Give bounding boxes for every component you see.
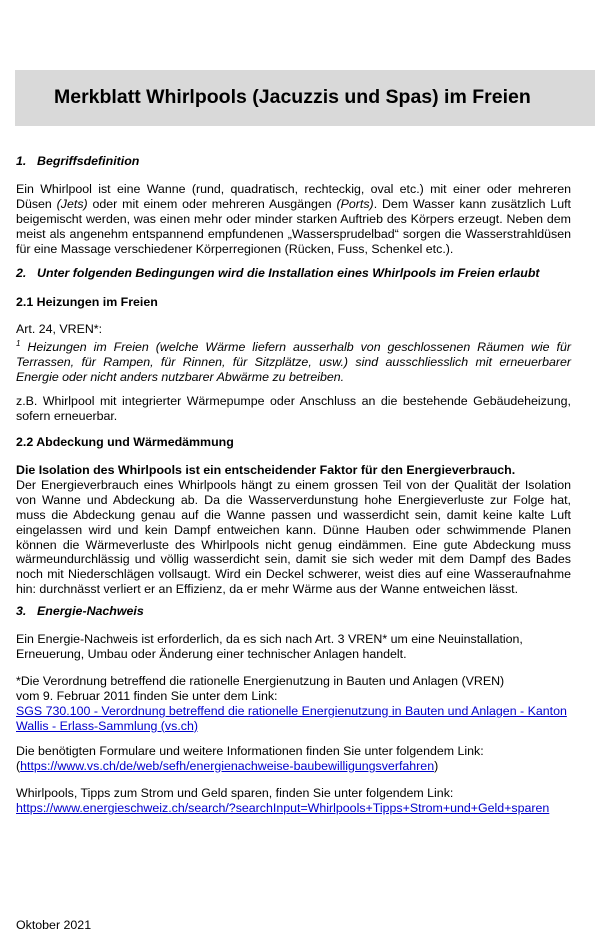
definition-paragraph: Ein Whirlpool ist eine Wanne (rund, quadratisch, rechteckig, oval etc.) mit einer oder mehreren Düsen (Jets) oder mit einem oder mehreren Ausgängen (Ports). Dem Wasser kann zusätzlich Luft beigemischt werden, was einen mehr oder minder starken Auftrieb des Körpers erzeugt. Neben dem meist als angenehm entspannend empfundenen „Wassersprudelbad“ sorgen die Wasserstrahldüsen für eine Massage verschiedener Körperregionen (Rücken, Fuss, Schenkel etc.). [16, 182, 571, 256]
section-3-number: 3. [16, 604, 27, 618]
section-2-title: Unter folgenden Bedingungen wird die Installation eines Whirlpools im Freien erlaubt [37, 266, 540, 280]
forms-paragraph: Die benötigten Formulare und weitere Informationen finden Sie unter folgendem Link: (https://www.vs.ch/de/web/sefh/energienachweise-baubewilligungsverfahren) [16, 744, 484, 773]
insulation-lead: Die Isolation des Whirlpools ist ein entscheidender Faktor für den Energieverbrauch. [16, 463, 516, 477]
section-2-2-body [16, 463, 571, 597]
ordinance-paragraph: *Die Verordnung betreffend die rationelle Energienutzung in Bauten und Anlagen (VREN) vom 9. Februar 2011 finden Sie unter dem Link: SGS 730.100 - Verordnung betreffend die rationelle Energienutzung in Bauten und Anlagen - Kanton Wallis - Erlass-Sammlung (vs.ch) [16, 674, 567, 733]
insulation-paragraph: Der Energieverbrauch eines Whirlpools hängt zu einem grossen Teil von der Qualität der Isolation von Wanne und Abdeckung ab. Da die Wasserverdunstung hohe Energieverluste zur Folge hat, muss die Abdeckung genau auf die Wanne passen und wasserdicht sein, damit keine kalte Luft eingelassen wird und kein Dampf entweichen kann. Dünne Hauben oder schwimmende Planen können die Wärmeverluste des Whirlpools nicht genug eindämmen. Eine gute Abdeckung muss wärmeundurchlässig und völlig wasserdicht sein, damit sie sich weder mit dem Dampf des Bades noch mit Niederschlägen vollsaugt. Wird ein Deckel schwerer, weist dies auf eine Wasseraufnahme hin: durchnässt verliert er an Effizienz, da er mehr Wärme aus der Wanne entweichen lässt. [16, 477, 571, 597]
section-3-heading [16, 604, 144, 618]
footer-date: Oktober 2021 [16, 918, 92, 932]
section-3-title: Energie-Nachweis [37, 604, 144, 618]
article-quote: $^1$ Heizungen im Freien (welche Wärme liefern ausserhalb von geschlossenen Räumen wie für Terrassen, für Rampen, für Rinnen, für Sitzplätze, usw.) sind ausschliesslich mit erneuerbarer Energie oder nicht anders nutzbarer Abwärme zu betreiben. [16, 338, 571, 384]
article-reference: Art. 24, VREN*: [16, 322, 103, 336]
forms-link[interactable]: https://www.vs.ch/de/web/sefh/energienachweise-baubewilligungsverfahren [20, 758, 435, 773]
tips-link[interactable]: https://www.energieschweiz.ch/search/?searchInput=Whirlpools+Tipps+Strom+und+Geld+sparen [16, 800, 550, 815]
section-2-heading [16, 266, 540, 280]
section-2-1-body [16, 322, 571, 385]
section-2-2-heading: 2.2 Abdeckung und Wärmedämmung [16, 435, 234, 449]
example-paragraph: z.B. Whirlpool mit integrierter Wärmepumpe oder Anschluss an die bestehende Gebäudeheizung, sofern erneuerbar. [16, 394, 571, 423]
ordinance-link-continued[interactable]: Wallis - Erlass-Sammlung (vs.ch) [16, 718, 198, 733]
ordinance-link[interactable]: SGS 730.100 - Verordnung betreffend die rationelle Energienutzung in Bauten und Anlagen - Kanton [16, 703, 567, 718]
section-1-heading [16, 154, 139, 168]
section-1-number: 1. [16, 154, 27, 168]
tips-paragraph: Whirlpools, Tipps zum Strom und Geld sparen, finden Sie unter folgendem Link: https://www.energieschweiz.ch/search/?searchInput=Whirlpools+Tipps+Strom+und+Geld+sparen [16, 786, 550, 815]
section-1-body [16, 182, 571, 257]
section-1-title: Begriffsdefinition [37, 154, 140, 168]
page-title: Merkblatt Whirlpools (Jacuzzis und Spas) im Freien [54, 86, 531, 108]
energy-proof-paragraph: Ein Energie-Nachweis ist erforderlich, da es sich nach Art. 3 VREN* um eine Neuinstallation, Erneuerung, Umbau oder Änderung einer technischer Anlagen handelt. [16, 632, 523, 661]
section-2-1-example [16, 394, 571, 424]
section-2-number: 2. [16, 266, 27, 280]
section-2-1-heading: 2.1 Heizungen im Freien [16, 295, 158, 309]
